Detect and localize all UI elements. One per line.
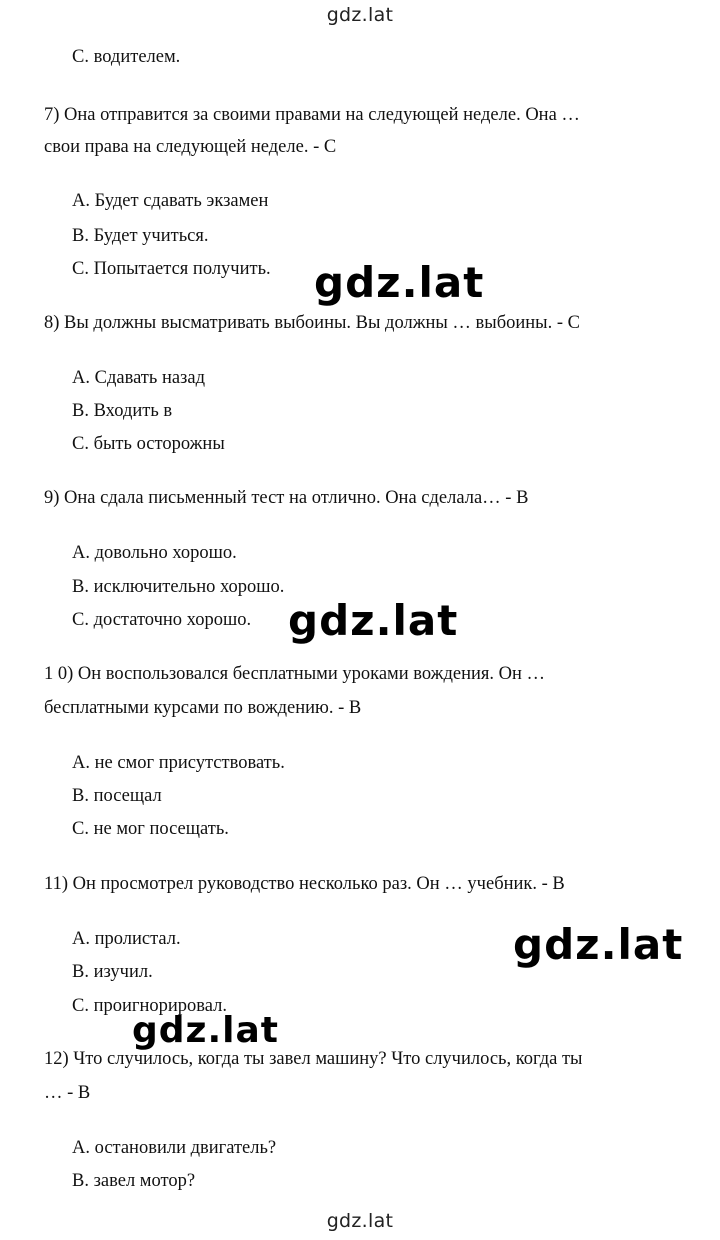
option-line: C. проигнорировал. xyxy=(72,996,228,1016)
option-line: B. посещал xyxy=(72,786,162,806)
question-line: свои права на следующей неделе. - C xyxy=(44,137,337,157)
watermark-logo: gdz.lat xyxy=(314,258,485,307)
option-line: C. не мог посещать. xyxy=(72,819,229,839)
watermark-logo: gdz.lat xyxy=(288,596,459,645)
question-line: 1 0) Он воспользовался бесплатными уроками вождения. Он … xyxy=(44,664,546,684)
question-line: бесплатными курсами по вождению. - B xyxy=(44,698,362,718)
option-line: B. Будет учиться. xyxy=(72,226,209,246)
question-line: … - B xyxy=(44,1083,91,1103)
page-footer-watermark: gdz.lat xyxy=(326,1210,394,1232)
question-line: 7) Она отправится за своими правами на следующей неделе. Она … xyxy=(44,105,580,125)
option-line: B. Входить в xyxy=(72,401,173,421)
question-line: 8) Вы должны высматривать выбоины. Вы должны … выбоины. - C xyxy=(44,313,580,333)
option-line: B. исключительно хорошо. xyxy=(72,577,285,597)
page-header-watermark: gdz.lat xyxy=(326,4,394,26)
option-line: A. остановили двигатель? xyxy=(72,1138,277,1158)
question-line: 9) Она сдала письменный тест на отлично. Она сделала… - B xyxy=(44,488,529,508)
option-line: A. не смог присутствовать. xyxy=(72,753,285,773)
option-line: B. изучил. xyxy=(72,962,153,982)
question-line: 11) Он просмотрел руководство несколько раз. Он … учебник. - B xyxy=(44,874,565,894)
option-line: A. довольно хорошо. xyxy=(72,543,237,563)
option-line: A. Будет сдавать экзамен xyxy=(72,191,269,211)
question-line: 12) Что случилось, когда ты завел машину? Что случилось, когда ты xyxy=(44,1049,583,1069)
option-line: C. быть осторожны xyxy=(72,434,225,454)
option-line: C. водителем. xyxy=(72,47,181,67)
option-line: C. Попытается получить. xyxy=(72,259,271,279)
watermark-logo: gdz.lat xyxy=(132,1010,280,1051)
option-line: B. завел мотор? xyxy=(72,1171,196,1191)
option-line: A. Сдавать назад xyxy=(72,368,205,388)
option-line: C. достаточно хорошо. xyxy=(72,610,252,630)
option-line: A. пролистал. xyxy=(72,929,181,949)
watermark-logo: gdz.lat xyxy=(513,920,684,969)
